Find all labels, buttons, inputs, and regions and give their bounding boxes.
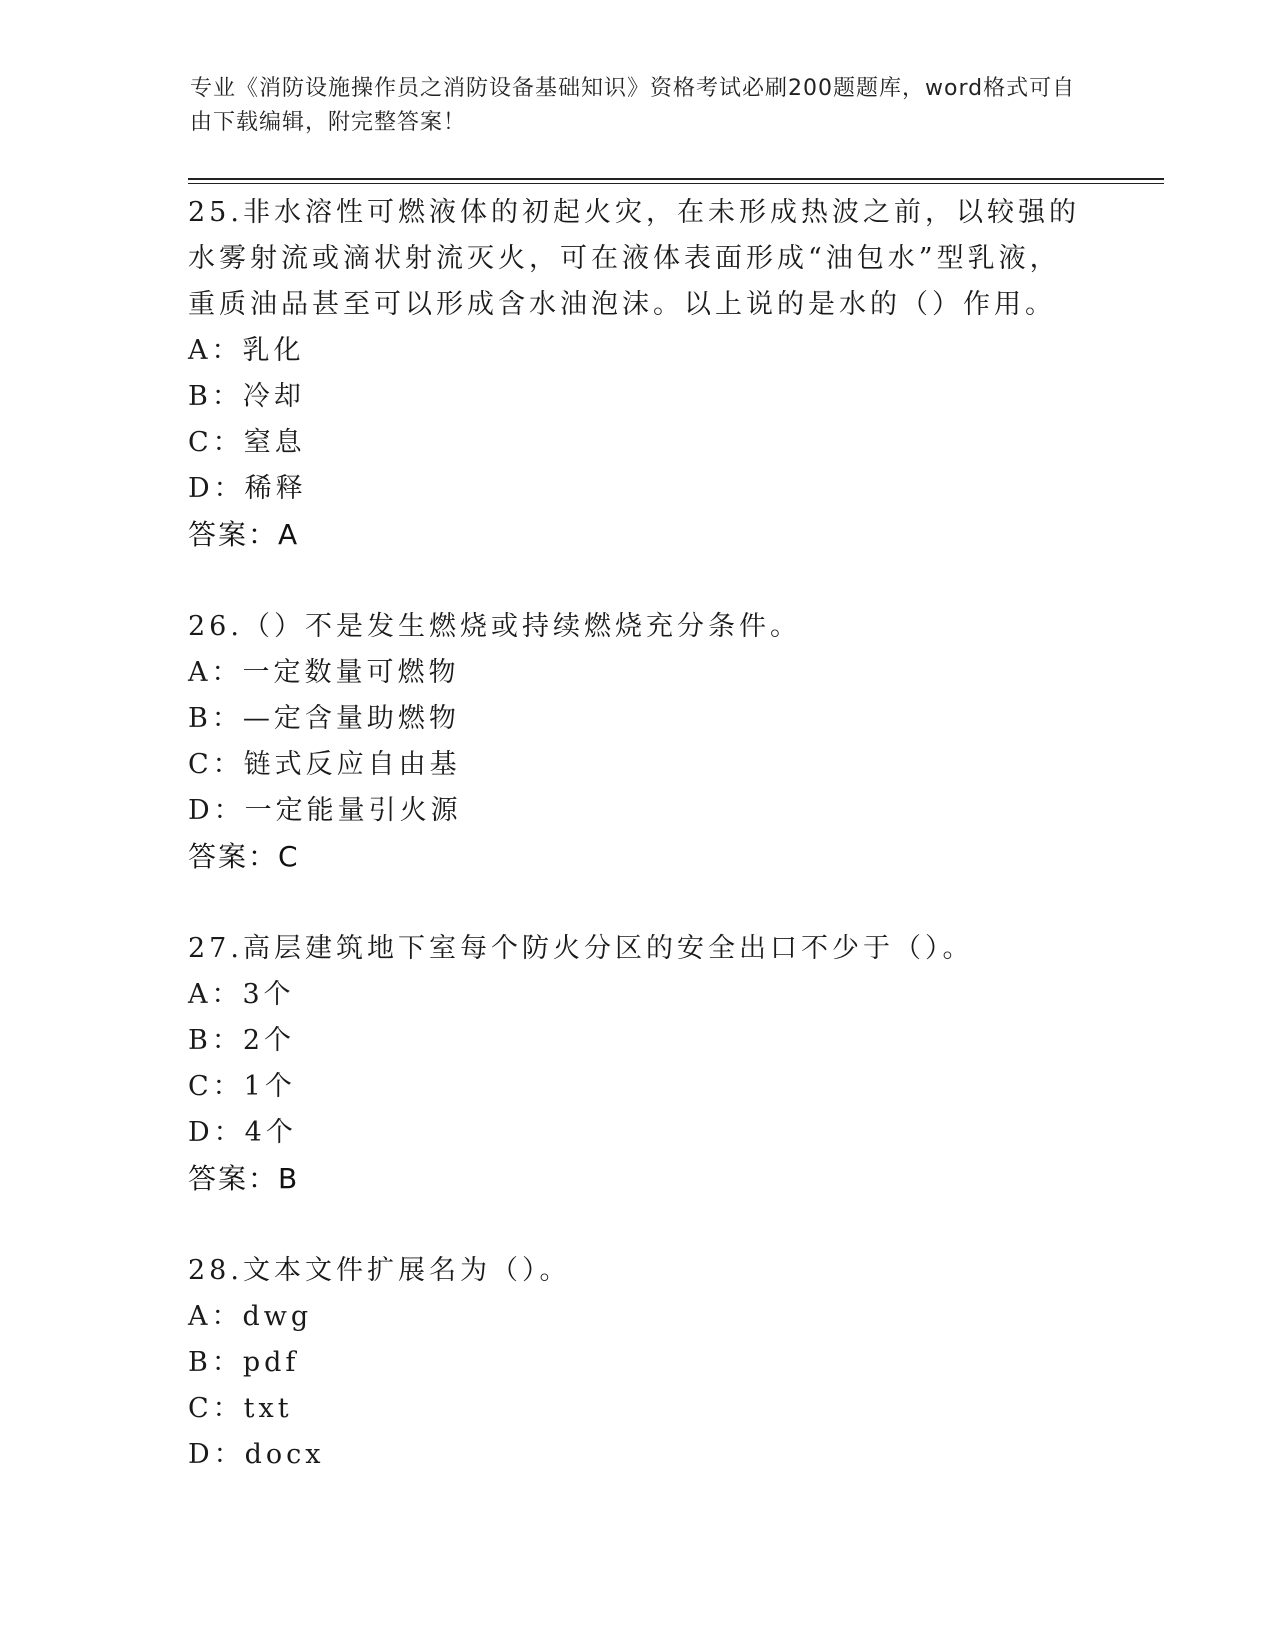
option-d: D：4个 xyxy=(188,1117,297,1148)
header-divider-thick xyxy=(188,178,1164,180)
option-a: A：dwg xyxy=(188,1301,313,1332)
option-b: B：2个 xyxy=(188,1025,296,1056)
option-c: C：窒息 xyxy=(188,427,306,458)
answer-label: 答案：A xyxy=(188,518,300,551)
option-c: C：1个 xyxy=(188,1071,296,1102)
option-a: A：乳化 xyxy=(188,335,305,366)
question-25 xyxy=(188,190,1088,558)
document-header: 专业《消防设施操作员之消防设备基础知识》资格考试必刷200题题库，word格式可自由下载编辑，附完整答案！ xyxy=(190,76,1076,135)
option-d: D：稀释 xyxy=(188,473,307,504)
option-c: C：txt xyxy=(188,1393,293,1424)
answer-label: 答案：B xyxy=(188,1162,300,1195)
option-b: B：—定含量助燃物 xyxy=(188,703,460,734)
question-spacer xyxy=(188,558,1088,604)
answer-label: 答案：C xyxy=(188,840,300,873)
question-28 xyxy=(188,1248,1088,1478)
option-d: D：docx xyxy=(188,1439,325,1470)
option-d: D：一定能量引火源 xyxy=(188,795,462,826)
question-spacer xyxy=(188,880,1088,926)
question-list xyxy=(188,190,1088,1478)
question-text: 28.文本文件扩展名为（）。 xyxy=(188,1255,571,1286)
option-a: A：一定数量可燃物 xyxy=(188,657,460,688)
question-text: 27.高层建筑地下室每个防火分区的安全出口不少于（）。 xyxy=(188,933,974,964)
question-spacer xyxy=(188,1202,1088,1248)
question-27 xyxy=(188,926,1088,1202)
option-b: B：冷却 xyxy=(188,381,305,412)
option-c: C：链式反应自由基 xyxy=(188,749,461,780)
question-text: 25.非水溶性可燃液体的初起火灾，在未形成热波之前，以较强的水雾射流或滴状射流灭火，可在液体表面形成“油包水”型乳液，重质油品甚至可以形成含水油泡沫。以上说的是水的（）作用。 xyxy=(188,197,1080,320)
question-26 xyxy=(188,604,1088,880)
header-divider-thin xyxy=(188,183,1164,184)
option-a: A：3个 xyxy=(188,979,295,1010)
option-b: B：pdf xyxy=(188,1347,300,1378)
question-text: 26.（）不是发生燃烧或持续燃烧充分条件。 xyxy=(188,611,801,642)
